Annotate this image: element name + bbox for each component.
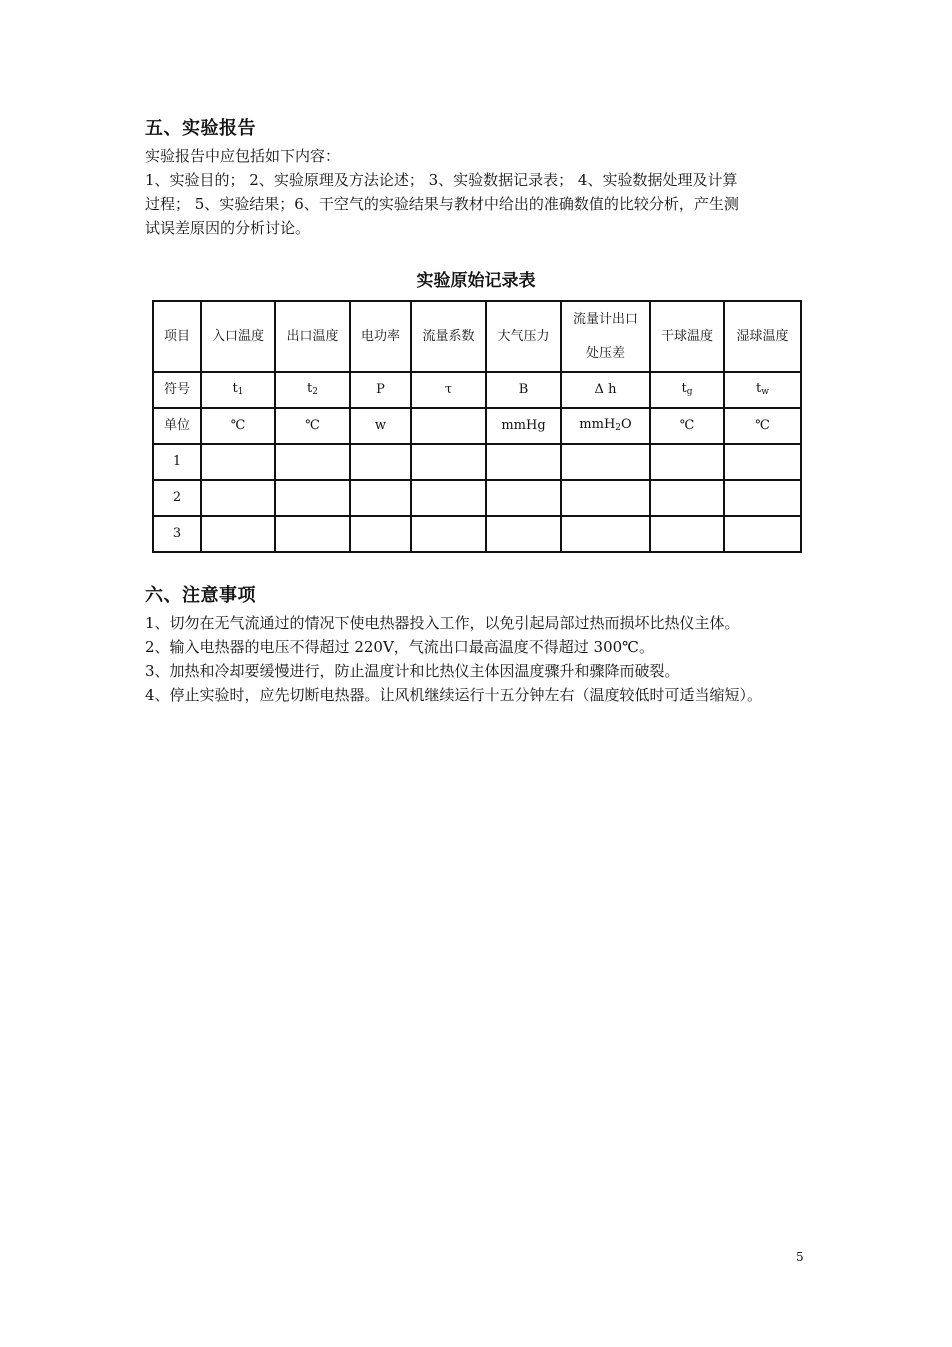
table-header-row [153, 301, 801, 372]
table-row [153, 444, 801, 480]
data-cell [486, 444, 561, 480]
data-cell [650, 444, 724, 480]
section-5-intro [145, 144, 815, 168]
header-item: 项目 [153, 301, 201, 372]
symbol-b: B [486, 372, 561, 408]
notice-item-4: 4、停止实验时，应先切断电热器。让风机继续运行十五分钟左右（温度较低时可适当缩短）。 [145, 686, 763, 704]
section-6-list [145, 611, 815, 707]
data-cell [411, 516, 486, 552]
section-5-intro-line: 实验报告中应包括如下内容： [145, 147, 341, 165]
data-cell [411, 444, 486, 480]
table-title: 实验原始记录表 [416, 271, 536, 291]
symbol-tg-sub: g [686, 386, 693, 397]
symbol-tw [724, 372, 801, 408]
symbol-t1-base: t [232, 380, 238, 396]
data-cell [350, 444, 411, 480]
data-cell [350, 516, 411, 552]
data-cell [411, 480, 486, 516]
symbol-p: P [350, 372, 411, 408]
symbol-t2-sub: 2 [312, 386, 318, 397]
unit-dry-bulb-temp: ℃ [650, 408, 724, 444]
unit-flow-coefficient [411, 408, 486, 444]
symbol-label: 符号 [153, 372, 201, 408]
row-index: 3 [153, 516, 201, 552]
header-inlet-temp: 入口温度 [201, 301, 275, 372]
data-cell [350, 480, 411, 516]
symbol-tg [650, 372, 724, 408]
header-power: 电功率 [350, 301, 411, 372]
header-wet-bulb-temp: 湿球温度 [724, 301, 801, 372]
data-cell [275, 480, 350, 516]
symbol-tw-sub: w [761, 386, 769, 397]
header-outlet-temp: 出口温度 [275, 301, 350, 372]
unit-label: 单位 [153, 408, 201, 444]
data-cell [275, 444, 350, 480]
symbol-tw-base: t [756, 380, 762, 396]
symbol-row [153, 372, 801, 408]
section-5-content-line-2: 过程； 5、实验结果；6、干空气的实验结果与教材中给出的准确数值的比较分析，产生测 [145, 195, 739, 213]
row-index: 1 [153, 444, 201, 480]
section-5-content-line-1: 1、实验目的； 2、实验原理及方法论述； 3、实验数据记录表； 4、实验数据处理及计算 [145, 171, 738, 189]
notice-item-1: 1、切勿在无气流通过的情况下使电热器投入工作，以免引起局部过热而损坏比热仪主体。 [145, 614, 740, 632]
header-dry-bulb-temp: 干球温度 [650, 301, 724, 372]
table-row [153, 480, 801, 516]
unit-pressure-diff-post: O [621, 416, 632, 432]
header-flowmeter-line-2: 处压差 [585, 345, 625, 361]
data-cell [201, 516, 275, 552]
data-cell [724, 516, 801, 552]
data-cell [650, 480, 724, 516]
experiment-record-table [152, 300, 802, 553]
section-5-content-line-3: 试误差原因的分析讨论。 [145, 219, 311, 237]
unit-row [153, 408, 801, 444]
section-6-heading: 六、注意事项 [145, 585, 256, 606]
unit-atmospheric-pressure: mmHg [486, 408, 561, 444]
data-cell [650, 516, 724, 552]
unit-pressure-diff [561, 408, 650, 444]
section-5-heading: 五、实验报告 [145, 118, 256, 139]
data-cell [561, 444, 650, 480]
data-cell [201, 480, 275, 516]
data-cell [561, 480, 650, 516]
symbol-t2 [275, 372, 350, 408]
symbol-dh: Δ h [561, 372, 650, 408]
unit-power: w [350, 408, 411, 444]
symbol-t1 [201, 372, 275, 408]
header-flowmeter-line-1: 流量计出口 [572, 311, 638, 327]
unit-outlet-temp: ℃ [275, 408, 350, 444]
header-flowmeter-pressure-diff [561, 301, 650, 372]
unit-pressure-diff-sub: 2 [615, 422, 622, 433]
page-number: 5 [796, 1250, 804, 1264]
symbol-tau: τ [411, 372, 486, 408]
symbol-t1-sub: 1 [237, 386, 244, 397]
unit-wet-bulb-temp: ℃ [724, 408, 801, 444]
notice-item-3: 3、加热和冷却要缓慢进行，防止温度计和比热仪主体因温度骤升和骤降而破裂。 [145, 662, 680, 680]
data-cell [201, 444, 275, 480]
data-cell [275, 516, 350, 552]
data-cell [724, 480, 801, 516]
data-cell [561, 516, 650, 552]
data-cell [486, 516, 561, 552]
unit-pressure-diff-pre: mmH [579, 416, 616, 432]
unit-inlet-temp: ℃ [201, 408, 275, 444]
symbol-tg-base: t [681, 380, 687, 396]
header-atmospheric-pressure: 大气压力 [486, 301, 561, 372]
data-cell [724, 444, 801, 480]
data-cell [486, 480, 561, 516]
row-index: 2 [153, 480, 201, 516]
symbol-t2-base: t [307, 380, 313, 396]
notice-item-2: 2、输入电热器的电压不得超过 220V，气流出口最高温度不得超过 300℃。 [145, 638, 654, 656]
table-row [153, 516, 801, 552]
section-5-content [145, 168, 815, 240]
header-flow-coefficient: 流量系数 [411, 301, 486, 372]
